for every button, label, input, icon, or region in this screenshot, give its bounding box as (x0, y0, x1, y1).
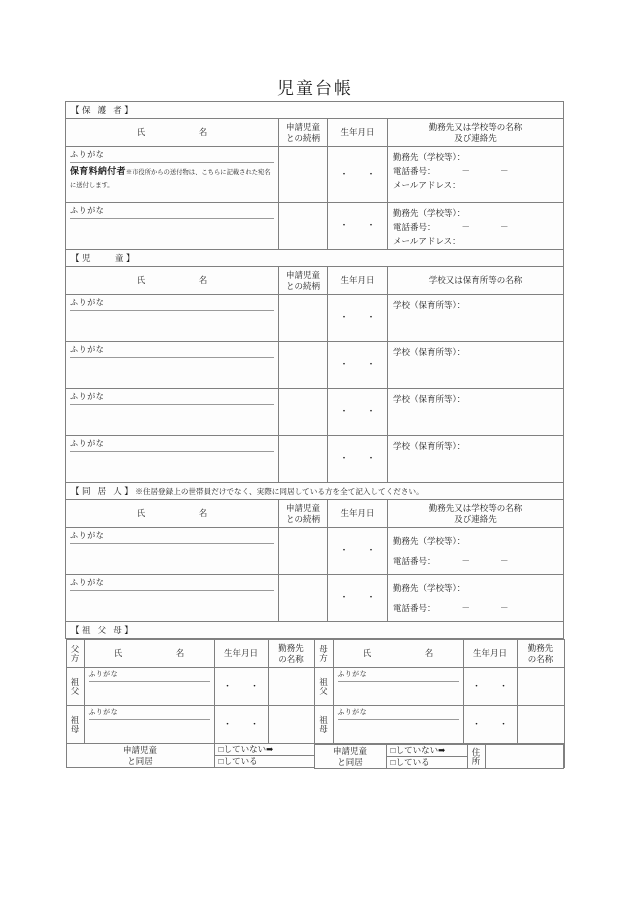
cohabitants-section-header (66, 483, 564, 500)
cohabitant-relation-cell-1[interactable] (279, 528, 328, 575)
child-row-3 (66, 389, 564, 436)
maternal-grandmother-work-cell[interactable] (517, 706, 564, 744)
work-label: 勤務先（学校等）： (393, 208, 466, 218)
cohabitant-relation-cell-2[interactable] (279, 575, 328, 622)
col-header-name: 氏 名 (66, 119, 279, 147)
tel-label: 電話番号： (393, 221, 436, 232)
guardian-birth-cell-1[interactable]: ・ ・ (328, 147, 388, 203)
col-header-birth: 生年月日 (328, 119, 388, 147)
grandparents-column-header-row (66, 640, 564, 668)
form-sheet (65, 101, 563, 769)
col-header-birth: 生年月日 (328, 267, 388, 295)
guardian-section-header (66, 102, 564, 119)
col-header-work-maternal: 勤務先 の名称 (517, 640, 564, 668)
tel-dash-2: － (500, 221, 509, 232)
child-school-cell-3[interactable] (388, 389, 564, 436)
checkbox-not-living-together-maternal[interactable]: □していない➡ (387, 745, 467, 757)
cohabit-status-row-right-wrapper (65, 744, 564, 769)
child-name-cell-2[interactable] (66, 342, 279, 389)
child-birth-cell-3[interactable]: ・ ・ (328, 389, 388, 436)
guardian-section-label: 【保 護 者】 (71, 105, 136, 116)
guardian-relation-cell-1[interactable] (279, 147, 328, 203)
maternal-grandfather-birth-cell[interactable]: ・ ・ (463, 668, 517, 706)
maternal-cohabit-label: 申請児童 と同居 (314, 745, 386, 769)
mail-label: メールアドレス： (393, 235, 461, 246)
tel-dash-2: － (500, 165, 509, 176)
cohabitants-section-note: ※住居登録上の世帯員だけでなく、実際に同居している方を全て記入してください。 (135, 487, 424, 497)
children-section-header (66, 250, 564, 267)
tel-dash-1: － (461, 221, 471, 232)
maternal-address-value[interactable] (485, 745, 563, 769)
guardian-name-cell-2[interactable] (66, 203, 279, 250)
paternal-grandfather-birth-cell[interactable]: ・ ・ (214, 668, 268, 706)
tel-dash-1: － (461, 602, 471, 613)
col-header-name: 氏 名 (66, 500, 279, 528)
guardian-work-cell-1[interactable] (388, 147, 564, 203)
maternal-grandfather-work-cell[interactable] (517, 668, 564, 706)
child-name-cell-1[interactable] (66, 295, 279, 342)
grandparents-section-header (66, 622, 564, 639)
col-header-birth-maternal: 生年月日 (463, 640, 517, 668)
checkbox-living-together-maternal[interactable]: □している (390, 757, 430, 767)
col-header-maternal-side: 母 方 (314, 640, 333, 668)
col-header-school: 学校又は保育所等の名称 (388, 267, 564, 295)
cohabitants-column-header-row (66, 500, 564, 528)
child-school-cell-1[interactable] (388, 295, 564, 342)
row-label-paternal-grandfather: 祖 父 (66, 668, 84, 706)
child-row-4 (66, 436, 564, 483)
children-section-label: 【児 童】 (71, 253, 138, 264)
guardian-column-header-row (66, 119, 564, 147)
cohabitant-name-cell-1[interactable] (66, 528, 279, 575)
guardian-relation-cell-2[interactable] (279, 203, 328, 250)
child-relation-cell-3[interactable] (279, 389, 328, 436)
school-label: 学校（保育所等）： (393, 394, 466, 404)
child-birth-cell-1[interactable]: ・ ・ (328, 295, 388, 342)
grandmother-row (66, 706, 564, 744)
furigana-label: ふりがな (89, 708, 210, 720)
work-label: 勤務先（学校等）： (393, 536, 466, 546)
guardian-birth-cell-2[interactable]: ・ ・ (328, 203, 388, 250)
furigana-label: ふりがな (70, 438, 274, 452)
school-label: 学校（保育所等）： (393, 347, 466, 357)
cohabitant-row-1 (66, 528, 564, 575)
cohabitants-section-header-row (66, 483, 564, 500)
children-section-header-row (66, 250, 564, 267)
row-label-paternal-grandmother: 祖 母 (66, 706, 84, 744)
col-header-relation: 申請児童 との続柄 (279, 119, 328, 147)
furigana-label: ふりがな (70, 530, 274, 544)
checkbox-living-together-paternal[interactable]: □している (218, 756, 258, 766)
cohabitant-work-cell-1[interactable] (388, 528, 564, 575)
arrow-icon: ➡ (266, 744, 274, 754)
child-name-cell-3[interactable] (66, 389, 279, 436)
col-header-work: 勤務先又は学校等の名称 及び連絡先 (388, 119, 564, 147)
col-header-work: 勤務先又は学校等の名称 及び連絡先 (388, 500, 564, 528)
maternal-grandfather-name-cell[interactable] (333, 668, 463, 706)
maternal-cohabit-options (386, 745, 467, 769)
child-registry-table (65, 101, 564, 768)
child-relation-cell-4[interactable] (279, 436, 328, 483)
maternal-address-label: 住 所 (467, 745, 485, 769)
child-row-1 (66, 295, 564, 342)
work-label: 勤務先（学校等）： (393, 152, 466, 162)
col-header-relation: 申請児童 との続柄 (279, 500, 328, 528)
furigana-label: ふりがな (70, 344, 274, 358)
paternal-cohabit-label: 申請児童 と同居 (66, 744, 214, 768)
spacer-cell (65, 745, 314, 769)
col-header-name: 氏 名 (66, 267, 279, 295)
row-label-maternal-grandmother: 祖 母 (314, 706, 333, 744)
furigana-label: ふりがな (70, 391, 274, 405)
guardian-row-2 (66, 203, 564, 250)
cohabitant-work-cell-2[interactable] (388, 575, 564, 622)
tel-dash-1: － (461, 555, 471, 566)
col-header-birth: 生年月日 (328, 500, 388, 528)
grandparents-section-header-row (66, 622, 564, 639)
grandparents-section-label: 【祖 父 母】 (71, 625, 136, 636)
guardian-row-1 (66, 147, 564, 203)
child-row-2 (66, 342, 564, 389)
child-school-cell-2[interactable] (388, 342, 564, 389)
furigana-label: ふりがな (70, 205, 274, 219)
col-header-work-paternal: 勤務先 の名称 (268, 640, 314, 668)
maternal-grandmother-name-cell[interactable] (333, 706, 463, 744)
child-school-cell-4[interactable] (388, 436, 564, 483)
paternal-grandmother-birth-cell[interactable]: ・ ・ (214, 706, 268, 744)
children-column-header-row (66, 267, 564, 295)
child-name-cell-4[interactable] (66, 436, 279, 483)
maternal-grandmother-birth-cell[interactable]: ・ ・ (463, 706, 517, 744)
work-label: 勤務先（学校等）： (393, 583, 466, 593)
guardian-work-cell-2[interactable] (388, 203, 564, 250)
col-header-birth-paternal: 生年月日 (214, 640, 268, 668)
guardian-section-header-row (66, 102, 564, 119)
furigana-label: ふりがな (89, 670, 210, 682)
grandfather-row (66, 668, 564, 706)
checkbox-not-living-together-paternal[interactable]: □していない➡ (215, 744, 314, 756)
tel-label: 電話番号： (393, 602, 436, 613)
payer-note: ※市役所からの送付物は、こちらに記載された宛名に送付します。 (70, 168, 271, 189)
child-relation-cell-1[interactable] (279, 295, 328, 342)
furigana-label: ふりがな (338, 670, 459, 682)
child-birth-cell-2[interactable]: ・ ・ (328, 342, 388, 389)
tel-label: 電話番号： (393, 555, 436, 566)
col-header-name-maternal: 氏 名 (333, 640, 463, 668)
row-label-maternal-grandfather: 祖 父 (314, 668, 333, 706)
paternal-grandmother-work-cell[interactable] (268, 706, 314, 744)
tel-dash-1: － (461, 165, 471, 176)
cohabitant-row-2 (66, 575, 564, 622)
tel-dash-2: － (500, 555, 509, 566)
child-relation-cell-2[interactable] (279, 342, 328, 389)
col-header-paternal-side: 父 方 (66, 640, 84, 668)
guardian-name-cell-1[interactable] (66, 147, 279, 203)
cohabitant-name-cell-2[interactable] (66, 575, 279, 622)
tel-label: 電話番号： (393, 165, 436, 176)
col-header-name-paternal: 氏 名 (84, 640, 214, 668)
school-label: 学校（保育所等）： (393, 441, 466, 451)
cohabitants-section-label: 【同 居 人】 (71, 486, 136, 497)
tel-dash-2: － (500, 602, 509, 613)
payer-label: 保育料納付者※市役所からの送付物は、こちらに記載された宛名に送付します。 (70, 165, 271, 189)
arrow-icon: ➡ (438, 745, 446, 755)
furigana-label: ふりがな (70, 577, 274, 591)
cohabitant-birth-cell-1[interactable]: ・ ・ (328, 528, 388, 575)
furigana-label: ふりがな (70, 149, 274, 163)
cohabit-status-row-right (65, 745, 563, 769)
child-birth-cell-4[interactable]: ・ ・ (328, 436, 388, 483)
paternal-grandfather-work-cell[interactable] (268, 668, 314, 706)
paternal-grandfather-name-cell[interactable] (84, 668, 214, 706)
cohabitant-birth-cell-2[interactable]: ・ ・ (328, 575, 388, 622)
paternal-grandmother-name-cell[interactable] (84, 706, 214, 744)
school-label: 学校（保育所等）： (393, 300, 466, 310)
page-title: 児童台帳 (277, 79, 353, 98)
mail-label: メールアドレス： (393, 179, 461, 190)
furigana-label: ふりがな (70, 297, 274, 311)
col-header-relation: 申請児童 との続柄 (279, 267, 328, 295)
furigana-label: ふりがな (338, 708, 459, 720)
